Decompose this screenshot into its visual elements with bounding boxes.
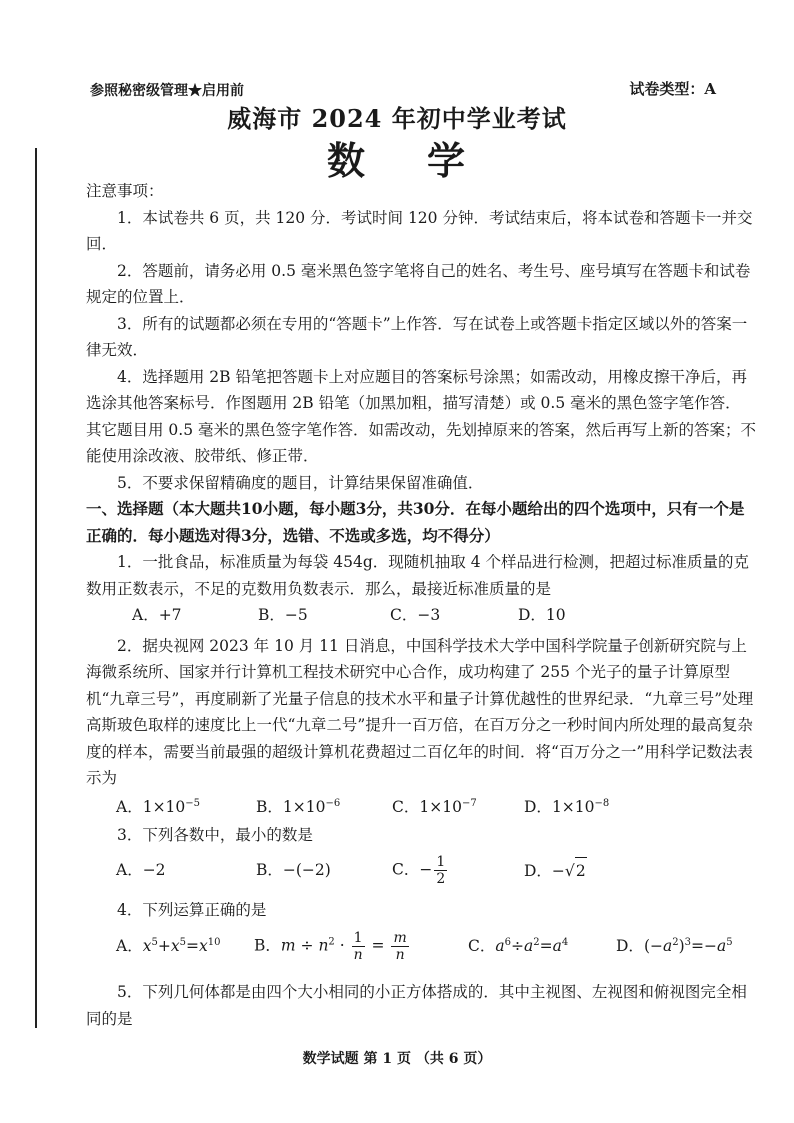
option-d: D．−√ 2 (524, 857, 587, 885)
notice-item: 3．所有的试题都必须在专用的“答题卡”上作答．写在试卷上或答题卡指定区域以外的答案一律无效． (86, 314, 748, 359)
notice-item: 4．选择题用 2B 铅笔把答题卡上对应题目的答案标号涂黑；如需改动，用橡皮擦干净后，再选涂其他答案标号．作图题用 2B 铅笔（加黑加粗，描写清楚）或 0.5 毫米的黑色签字笔作答．其它题目用 0.5 毫米的黑色签字笔作答．如需改动，先划掉原来的答案，然后再写上新的答案；不能使用涂改液、胶带纸、修正带． (86, 367, 757, 465)
question-3-options (86, 849, 756, 893)
question-2-options (86, 794, 756, 821)
question-4-options (86, 923, 756, 969)
question-3-stem: 3．下列各数中，最小的数是 (117, 826, 313, 844)
question-2-stem: 2．据央视网 2023 年 10 月 11 日消息，中国科学技术大学中国科学院量子创新研究院与上海微系统所、国家并行计算机工程技术研究中心合作，成功构建了 255 个光子的量子计算原型机“九章三号”，再度刷新了光量子信息的技术水平和量子计算优越性的世界纪录．“九章三号”处理高斯玻色取样的速度比上一代“九章二号”提升一百万倍，在百万分之一秒时间内所处理的最高复杂度的样本，需要当前最强的超级计算机花费超过二百亿年的时间．将“百万分之一”用科学记数法表示为 (86, 636, 754, 787)
exam-title: 威海市 2024 年初中学业考试 (227, 104, 567, 133)
question-1-options (86, 602, 756, 629)
option-c: C．$a^6\div a^2=a^4$ (468, 936, 569, 955)
option-c: C．−3 (390, 606, 441, 624)
option-d: D．$1\times 10^{-8}$ (524, 797, 610, 816)
option-c: C．$1\times 10^{-7}$ (392, 797, 477, 816)
question-5-stem: 5．下列几何体都是由四个大小相同的小正方体搭成的．其中主视图、左视图和俯视图完全相同的是 (86, 983, 747, 1028)
section-heading: 一、选择题（本大题共10小题，每小题3分，共30分．在每小题给出的四个选项中，只有一个是正确的．每小题选对得3分，选错、不选或多选，均不得分） (86, 499, 745, 545)
option-d: D．$(-a^2)^3=-a^5$ (616, 936, 733, 955)
option-a: A．−2 (116, 861, 166, 880)
option-d: D．10 (518, 606, 566, 624)
subject-title: 数 学 (326, 138, 468, 183)
question-1-stem: 1．一批食品，标准质量为每袋 454g．现随机抽取 4 个样品进行检测，把超过标准质量的克数用正数表示，不足的克数用负数表示．那么，最接近标准质量的是 (86, 553, 750, 598)
notice-item: 2．答题前，请务必用 0.5 毫米黑色签字笔将自己的姓名、考生号、座号填写在答题卡和试卷规定的位置上． (86, 261, 751, 306)
paper-type-label: 试卷类型：A (629, 80, 716, 98)
page-footer: 数学试题 第 1 页 （共 6 页） (302, 1051, 492, 1067)
option-a: A．$x^5+x^5=x^{10}$ (116, 936, 221, 955)
question-4-stem: 4．下列运算正确的是 (117, 900, 267, 919)
option-c: C．− $\frac{1}{2}$ (392, 854, 446, 887)
option-b: B．$m \div n^2$ · $\frac{1}{n}$ = $\frac{m}{n}$ (254, 929, 407, 963)
exam-body (86, 178, 756, 1032)
option-a: A．$1\times 10^{-5}$ (116, 797, 201, 816)
option-b: B．−5 (258, 606, 308, 624)
notice-heading: 注意事项： (86, 182, 164, 200)
confidential-label: 参照秘密级管理★启用前 (90, 83, 244, 99)
option-b: B．−(−2) (256, 861, 331, 880)
binding-margin-line (35, 148, 37, 1028)
option-b: B．$1\times 10^{-6}$ (256, 797, 341, 816)
option-a: A．+7 (132, 606, 182, 624)
notice-item: 5．不要求保留精确度的题目，计算结果保留准确值． (117, 473, 484, 492)
notice-item: 1．本试卷共 6 页，共 120 分．考试时间 120 分钟．考试结束后，将本试卷和答题卡一并交回． (86, 208, 753, 253)
